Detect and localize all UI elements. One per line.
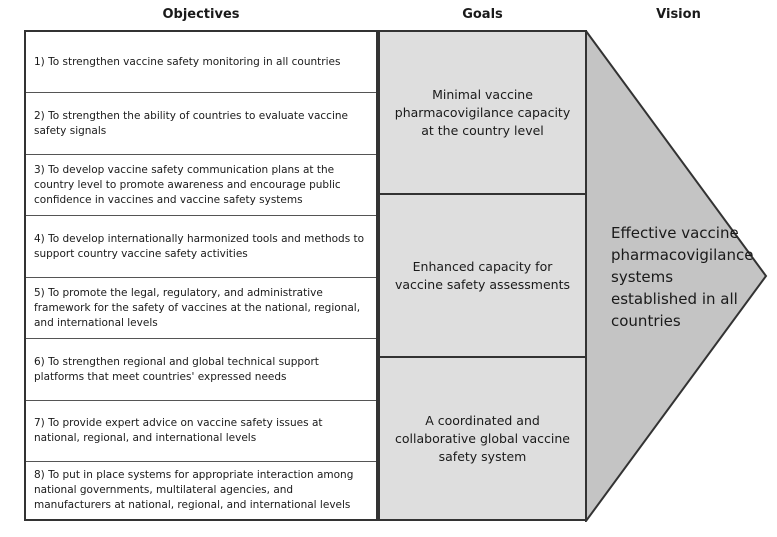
objective-item <box>26 278 376 339</box>
goal-box <box>380 358 585 519</box>
objective-item <box>26 401 376 462</box>
goal-text: Enhanced capacity for vaccine safety assessments <box>395 258 570 292</box>
goal-text: A coordinated and collaborative global vaccine safety system <box>395 412 570 464</box>
goals-header: Goals <box>462 7 503 22</box>
objective-text: 7) To provide expert advice on vaccine safety issues at national, regional, and international levels <box>34 417 323 444</box>
objective-text: 4) To develop internationally harmonized tools and methods to support country vaccine safety activities <box>34 232 365 260</box>
goals-column <box>378 30 587 521</box>
objective-item <box>26 339 376 401</box>
goal-box <box>380 32 585 195</box>
objective-item <box>26 32 376 93</box>
objectives-header: Objectives <box>162 7 240 22</box>
objective-text: 3) To develop vaccine safety communication plans at the country level to promote awareness and encourage public confidence in vaccines and vaccine safety systems <box>34 163 341 206</box>
objective-item <box>26 155 376 216</box>
objective-text: 2) To strengthen the ability of countries to evaluate vaccine safety signals <box>34 109 348 137</box>
goal-text: Minimal vaccine pharmacovigilance capacity at the country level <box>394 86 571 138</box>
objective-text: 5) To promote the legal, regulatory, and administrative framework for the safety of vaccines at the national, regional, and international levels <box>34 286 361 329</box>
vision-text: Effective vaccine pharmacovigilance systems established in all countries <box>611 224 754 330</box>
vision-header: Vision <box>656 7 701 22</box>
objective-text: 6) To strengthen regional and global technical support platforms that meet countries' expressed needs <box>34 355 319 383</box>
objective-text: 1) To strengthen vaccine safety monitoring in all countries <box>34 55 341 68</box>
objective-item <box>26 216 376 278</box>
objectives-column <box>24 30 378 521</box>
objective-text: 8) To put in place systems for appropriate interaction among national governments, multilateral agencies, and manufacturers at national, regional, and international levels <box>34 469 354 511</box>
goal-box <box>380 195 585 358</box>
objective-item <box>26 93 376 155</box>
objective-item <box>26 462 376 519</box>
